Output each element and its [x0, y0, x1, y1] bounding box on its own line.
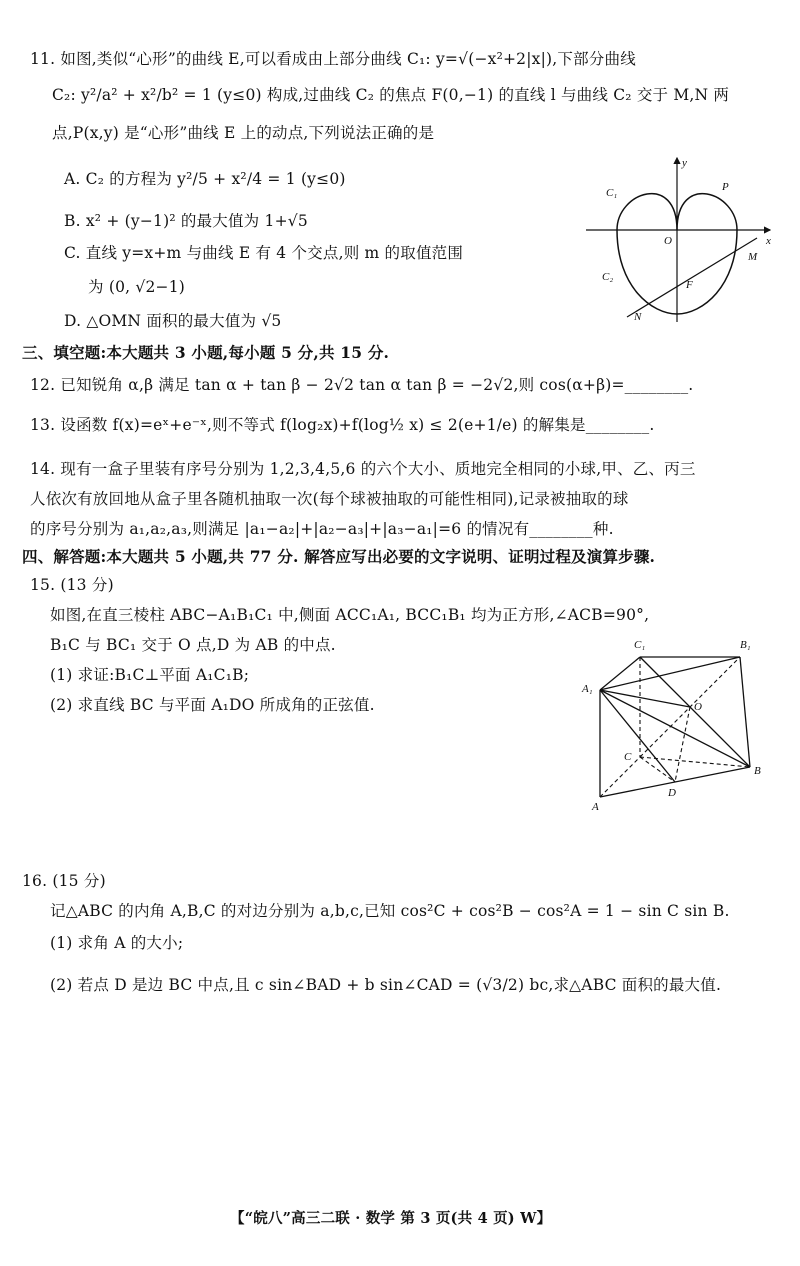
- edge-a1b: [600, 690, 750, 767]
- edge-b1b: [740, 657, 750, 767]
- q15-part-2: (2) 求直线 BC 与平面 A₁DO 所成角的正弦值.: [50, 696, 375, 714]
- edge-a1o: [600, 690, 690, 707]
- section-4-heading: 四、解答题:本大题共 5 小题,共 77 分. 解答应写出必要的文字说明、证明过程及演算步骤.: [22, 547, 656, 566]
- edge-ac: [600, 757, 640, 797]
- label-a: A: [592, 801, 599, 812]
- label-b1: B₁: [740, 639, 751, 651]
- q11-option-c-cont: 为 (0, √2−1): [88, 278, 186, 296]
- edge-od: [675, 707, 690, 782]
- q11-stem-line-2: C₂: y²/a² + x²/b² = 1 (y≤0) 构成,过曲线 C₂ 的焦点 F(0,−1) 的直线 l 与曲线 C₂ 交于 M,N 两: [52, 86, 730, 104]
- q15-line-1: 如图,在直三棱柱 ABC−A₁B₁C₁ 中,侧面 ACC₁A₁, BCC₁B₁ 均为正方形,∠ACB=90°,: [50, 606, 650, 624]
- q15-part-1: (1) 求证:B₁C⊥平面 A₁C₁B;: [50, 666, 250, 684]
- q16-line-1: 记△ABC 的内角 A,B,C 的对边分别为 a,b,c,已知 cos²C + cos²B − cos²A = 1 − sin C sin B.: [50, 902, 730, 920]
- heart-curve-figure: [582, 152, 782, 332]
- label-c2: C₂: [602, 271, 614, 283]
- q11-option-d: D. △OMN 面积的最大值为 √5: [64, 312, 282, 330]
- q11-option-b: B. x² + (y−1)² 的最大值为 1+√5: [64, 212, 308, 230]
- q11-option-c: C. 直线 y=x+m 与曲线 E 有 4 个交点,则 m 的取值范围: [64, 244, 464, 262]
- q11-option-a: A. C₂ 的方程为 y²/5 + x²/4 = 1 (y≤0): [64, 170, 346, 188]
- label-c: C: [624, 751, 632, 763]
- q16-head: 16. (15 分): [22, 872, 106, 890]
- q12-text: 12. 已知锐角 α,β 满足 tan α + tan β − 2√2 tan α tan β = −2√2,则 cos(α+β)=________.: [30, 376, 694, 394]
- q11-stem-line-3: 点,P(x,y) 是“心形”曲线 E 上的动点,下列说法正确的是: [52, 124, 435, 142]
- q14-line-1: 14. 现有一盒子里装有序号分别为 1,2,3,4,5,6 的六个大小、质地完全相同的小球,甲、乙、丙三: [30, 460, 696, 478]
- label-o: O: [664, 235, 672, 247]
- q14-line-2: 人依次有放回地从盒子里各随机抽取一次(每个球被抽取的可能性相同),记录被抽取的球: [30, 490, 629, 508]
- q11-stem-line-1: 11. 如图,类似“心形”的曲线 E,可以看成由上部分曲线 C₁: y=√(−x²+2|x|),下部分曲线: [30, 50, 636, 68]
- label-p: P: [722, 181, 729, 193]
- q15-line-2: B₁C 与 BC₁ 交于 O 点,D 为 AB 的中点.: [50, 636, 336, 654]
- q16-part-2: (2) 若点 D 是边 BC 中点,且 c sin∠BAD + b sin∠CAD = (√3/2) bc,求△ABC 面积的最大值.: [50, 976, 722, 994]
- q13-text: 13. 设函数 f(x)=eˣ+e⁻ˣ,则不等式 f(log₂x)+f(log½ x) ≤ 2(e+1/e) 的解集是________.: [30, 416, 655, 434]
- q16-part-1: (1) 求角 A 的大小;: [50, 934, 184, 952]
- edge-a1d: [600, 690, 675, 782]
- q14-line-3: 的序号分别为 a₁,a₂,a₃,则满足 |a₁−a₂|+|a₂−a₃|+|a₃−a₁|=6 的情况有________种.: [30, 520, 614, 538]
- label-a1: A₁: [582, 683, 593, 695]
- page-footer: 【“皖八”高三二联 · 数学 第 3 页(共 4 页) W】: [230, 1210, 552, 1227]
- label-m: M: [748, 251, 758, 263]
- line-l: [627, 238, 757, 317]
- label-n: N: [634, 311, 642, 323]
- label-o: O: [694, 701, 702, 713]
- label-c1: C₁: [606, 187, 618, 199]
- q15-head: 15. (13 分): [30, 576, 114, 594]
- section-3-heading: 三、填空题:本大题共 3 小题,每小题 5 分,共 15 分.: [22, 343, 390, 362]
- prism-figure: [580, 632, 780, 812]
- label-b: B: [754, 765, 761, 777]
- label-y: y: [682, 157, 687, 169]
- label-c1: C₁: [634, 639, 646, 651]
- label-f: F: [686, 279, 693, 291]
- label-x: x: [766, 235, 771, 247]
- label-d: D: [668, 787, 676, 799]
